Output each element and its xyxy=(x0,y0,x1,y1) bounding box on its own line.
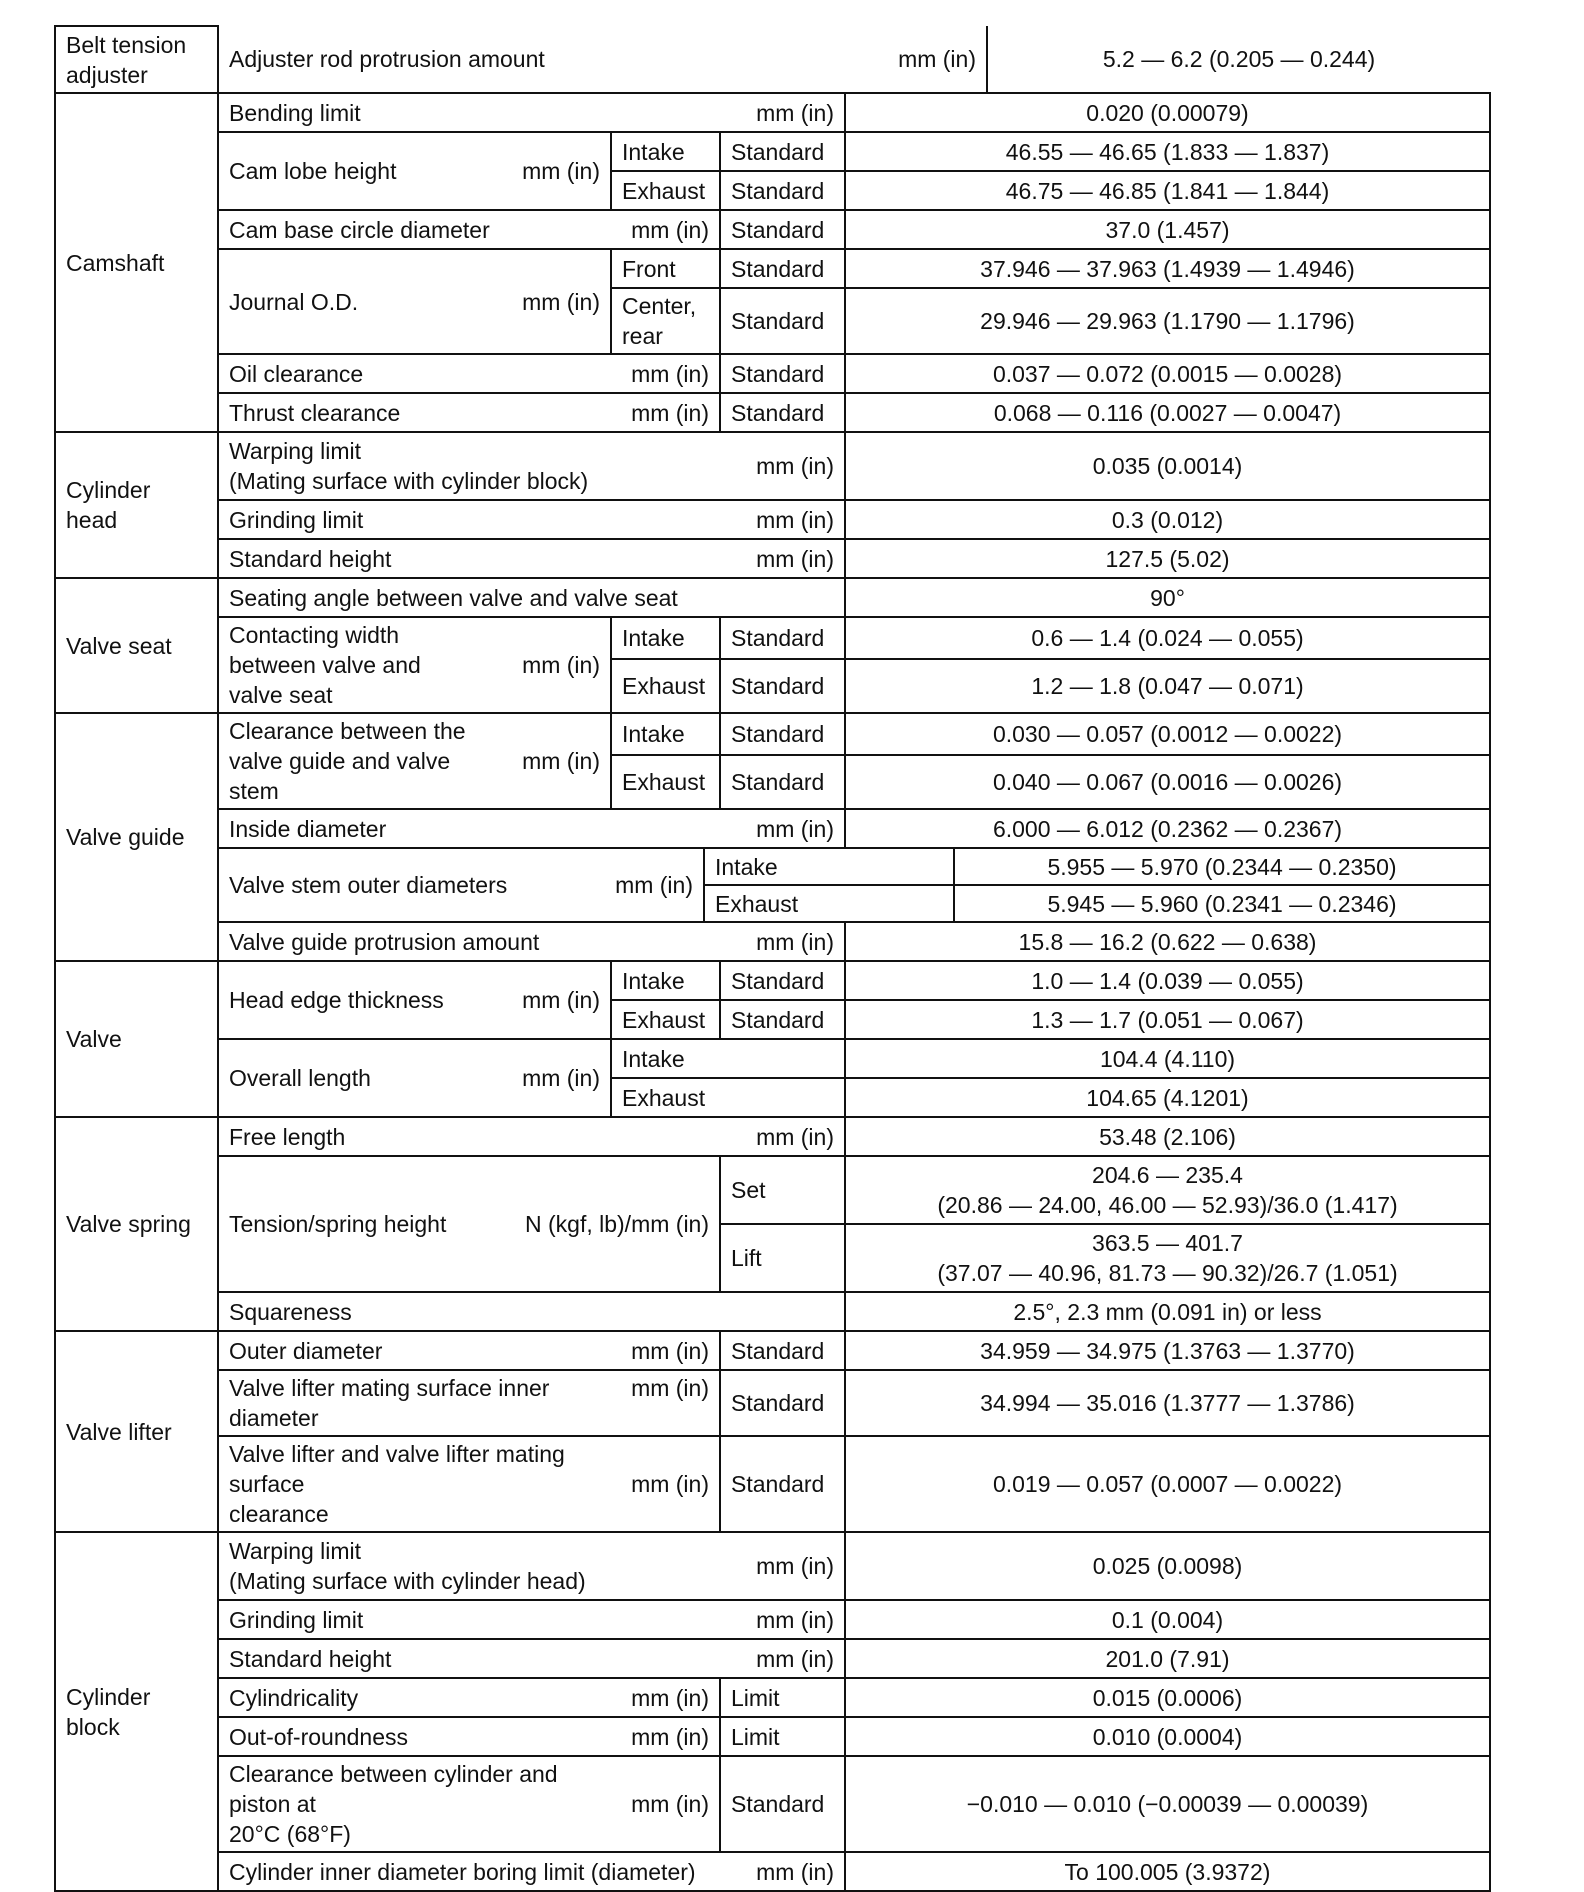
table-row: Cylinder block Warping limit (Mating surface with cylinder head) mm (in) 0.025 (0.0098) xyxy=(55,1532,1490,1600)
item-label: Warping limit (Mating surface with cylinder block) xyxy=(229,438,589,494)
item-label: Clearance between cylinder and piston at 20°C (68°F) xyxy=(229,1761,558,1847)
item-label: Grinding limit xyxy=(229,1606,364,1633)
qual-label: Standard xyxy=(720,1331,845,1370)
value-cell: 37.946 — 37.963 (1.4939 — 1.4946) xyxy=(845,249,1490,288)
section-label: Valve spring xyxy=(55,1117,218,1331)
sub-label: Intake xyxy=(611,713,720,755)
section-label: Camshaft xyxy=(55,93,218,432)
sub-label: Lift xyxy=(720,1224,845,1292)
table-row: Valve lifter and valve lifter mating surface clearance mm (in) Standard 0.019 — 0.057 (0.0007 — 0.0022) xyxy=(55,1436,1490,1532)
table-row: Valve guide Clearance between the valve guide and valve stem mm (in) Intake Standard 0.030 — 0.057 (0.0012 — 0.0022) xyxy=(55,713,1490,755)
item-label: Inside diameter xyxy=(229,815,387,842)
sub-label: Intake xyxy=(611,1039,845,1078)
item-label: Standard height xyxy=(229,545,392,572)
unit-label: mm (in) xyxy=(898,46,976,72)
item-label: Squareness xyxy=(218,1292,845,1331)
item-label: Journal O.D. xyxy=(229,288,359,315)
table-row xyxy=(55,578,1490,617)
item-label: Cam lobe height xyxy=(229,158,397,184)
qual-label: Standard xyxy=(720,659,845,713)
value-cell: 0.040 — 0.067 (0.0016 — 0.0026) xyxy=(845,755,1490,809)
value-cell: 0.019 — 0.057 (0.0007 — 0.0022) xyxy=(845,1436,1490,1532)
value-cell: 53.48 (2.106) xyxy=(845,1117,1490,1156)
item-label: Out-of-roundness xyxy=(229,1723,408,1750)
table-row: Oil clearance mm (in) Standard 0.037 — 0.072 (0.0015 — 0.0028) xyxy=(55,354,1490,393)
item-label: Head edge thickness xyxy=(229,987,444,1013)
value-cell: 34.959 — 34.975 (1.3763 — 1.3770) xyxy=(845,1331,1490,1370)
value-cell: −0.010 — 0.010 (−0.00039 — 0.00039) xyxy=(845,1756,1490,1852)
table-row: Cam base circle diameter mm (in) Standard 37.0 (1.457) xyxy=(55,210,1490,249)
value-cell: 1.2 — 1.8 (0.047 — 0.071) xyxy=(845,659,1490,713)
qual-label: Standard xyxy=(720,617,845,659)
item-label: Standard height xyxy=(229,1645,392,1672)
value-cell: 46.55 — 46.65 (1.833 — 1.837) xyxy=(845,132,1490,171)
sub-label: Intake xyxy=(611,132,720,171)
sub-label: Front xyxy=(611,249,720,288)
sub-label: Exhaust xyxy=(611,1000,720,1039)
value-cell: 104.65 (4.1201) xyxy=(845,1078,1490,1117)
value-cell: 37.0 (1.457) xyxy=(845,210,1490,249)
qual-label: Standard xyxy=(720,1370,845,1436)
item-label: Oil clearance xyxy=(229,360,364,387)
value-cell: 0.037 — 0.072 (0.0015 — 0.0028) xyxy=(845,354,1490,393)
sub-label: Set xyxy=(720,1156,845,1224)
item-label: Warping limit (Mating surface with cylinder head) xyxy=(229,1538,586,1594)
table-row: Cylinder head Warping limit (Mating surface with cylinder block) mm (in) 0.035 (0.0014) xyxy=(55,432,1490,500)
value-cell: 0.025 (0.0098) xyxy=(845,1532,1490,1600)
table-row: Inside diameter mm (in) 6.000 — 6.012 (0.2362 — 0.2367) xyxy=(55,809,1490,848)
table-row: Valve Head edge thickness mm (in) Intake Standard 1.0 — 1.4 (0.039 — 0.055) xyxy=(55,961,1490,1000)
item-label: Cylindricality xyxy=(229,1684,359,1711)
value-cell: 0.6 — 1.4 (0.024 — 0.055) xyxy=(845,617,1490,659)
value-cell: 1.3 — 1.7 (0.051 — 0.067) xyxy=(845,1000,1490,1039)
value-cell: 104.4 (4.110) xyxy=(845,1039,1490,1078)
qual-label: Standard xyxy=(720,1436,845,1532)
item-label: Free length xyxy=(229,1123,346,1150)
value-cell: 0.068 — 0.116 (0.0027 — 0.0047) xyxy=(845,393,1490,432)
value-cell: 90° xyxy=(845,578,1490,617)
value-cell: 46.75 — 46.85 (1.841 — 1.844) xyxy=(845,171,1490,210)
value-cell: 5.2 — 6.2 (0.205 — 0.244) xyxy=(1102,46,1376,72)
value-cell: 0.020 (0.00079) xyxy=(845,93,1490,132)
table-row: Cam lobe height mm (in) Intake Standard 46.55 — 46.65 (1.833 — 1.837) xyxy=(55,132,1490,171)
qual-label: Standard xyxy=(720,1756,845,1852)
sub-label: Exhaust xyxy=(611,171,720,210)
sub-label: Intake xyxy=(611,617,720,659)
value-cell: 0.3 (0.012) xyxy=(845,500,1490,539)
qual-label: Limit xyxy=(720,1678,845,1717)
item-label: Clearance between the valve guide and valve stem xyxy=(229,718,466,804)
item-label: Valve guide protrusion amount xyxy=(229,928,540,955)
qual-label: Standard xyxy=(720,961,845,1000)
item-label: Outer diameter xyxy=(229,1337,383,1364)
table-row: Clearance between cylinder and piston at 20°C (68°F) mm (in) Standard −0.010 — 0.010 (−0.00039 — 0.00039) xyxy=(55,1756,1490,1852)
qual-label: Standard xyxy=(720,713,845,755)
value-cell: 0.030 — 0.057 (0.0012 — 0.0022) xyxy=(845,713,1490,755)
value-cell: 204.6 — 235.4 (20.86 — 24.00, 46.00 — 52.93)/36.0 (1.417) xyxy=(845,1156,1490,1224)
qual-label: Standard xyxy=(720,171,845,210)
table-row: Standard height mm (in) 201.0 (7.91) xyxy=(55,1639,1490,1678)
qual-label: Standard xyxy=(720,288,845,354)
qual-label: Standard xyxy=(720,249,845,288)
sub-label: Exhaust xyxy=(611,1078,845,1117)
item-label: Bending limit xyxy=(229,99,361,126)
table-row xyxy=(55,1292,1490,1331)
table-row: Out-of-roundness mm (in) Limit 0.010 (0.0004) xyxy=(55,1717,1490,1756)
value-cell: 15.8 — 16.2 (0.622 — 0.638) xyxy=(845,922,1490,961)
value-cell: 6.000 — 6.012 (0.2362 — 0.2367) xyxy=(845,809,1490,848)
table-row: Contacting width between valve and valve seat mm (in) Intake Standard 0.6 — 1.4 (0.024 — 0.055) xyxy=(55,617,1490,659)
value-cell: 34.994 — 35.016 (1.3777 — 1.3786) xyxy=(845,1370,1490,1436)
sub-label: Intake xyxy=(704,849,954,885)
table-row: Overall length mm (in) Intake 104.4 (4.110) xyxy=(55,1039,1490,1078)
spec-table: Belt tension adjuster Adjuster rod protrusion amount mm (in) 5.2 — 6.2 (0.205 — 0.244) Camshaft Bending limit mm (in) 0.020 (0.00079) Cam lobe height mm (in) Intake Standard 46.55 — 46.65 (1.833 — 1.837) Exhaust Standard 46.75 — 46.85 (1.841 — 1.844) Cam base circle diameter mm (in) Standard 37.0 (1.457) Journal O.D. mm (in) Front Standard 37.946 — 37.963 (1.4939 — 1.4946) Center, rear Standard 29.946 — 29.963 (1.1790 — 1.1796) Oil clearance mm (in) Standard 0.037 — 0.072 (0.0015 — 0.0028) Thrust clearance mm (in) Standard 0.068 — 0.116 (0.0027 — 0.0047) Cylinder head Warping limit (Mating surface with cylinder block) mm (in) 0.035 (0.0014) Grinding limit mm (in) 0.3 (0.012) Standard height mm (in) 127.5 (5.02) Valve seat Seating angle between valve and valve seat 90° Contacting width between valve and valve seat mm (in) Intake Standard 0.6 — 1.4 (0.024 — 0.055) Exhaust Standard 1.2 — 1.8 (0.047 — 0.071) Valve guide Clearance between the valve guide and valve stem mm (in) Intake Standard 0.030 — 0.057 (0.0012 — 0.0022) Exhaust Standard 0.040 — 0.067 (0.0016 — 0.0026) Inside diameter mm (in) 6.000 — 6.012 (0.2362 — 0.2367) Valve stem outer diameters mm (in) Intake 5.955 — 5.970 (0.2344 — 0.2350) Exhaust 5.945 — 5.960 (0.2341 — 0.2346) Valve guide protrusion amount mm (in) 15.8 — 16.2 (0.622 — 0.638) Valve Head edge thickness mm (in) Intake Standard 1.0 — 1.4 (0.039 — 0.055) Exhaust Standard 1.3 — 1.7 (0.051 — 0.067) Overall length mm (in) Intake 104.4 (4.110) Exhaust 104.65 (4.1201) Valve spring Free length mm (in) 53.48 (2.106) Tension/spring height N (kgf, lb)/mm (in) Set 204.6 — 235.4 (20.86 — 24.00, 46.00 — 52.93)/36.0 (1.417) Lift 363.5 — 401.7 (37.07 — 40.96, 81.73 — 90.32)/26.7 (1.051) Squareness 2.5°, 2.3 mm (0.091 in) or less Valve lifter Outer diameter mm (in) Standard 34.959 — 34.975 (1.3763 — 1.3770) Valve lifter mating surface inner diameter mm (in) Standard 34.994 — 35.016 (1.3777 — 1.3786) Valve lifter and valve lifter mating surface clearance mm (in) Standard 0.019 — 0.057 (0.0007 — 0.0022) Cylinder block Warping limit (Mating surface with cylinder head) mm (in) 0.025 (0.0098) Grinding limit mm (in) 0.1 (0.004) Standard height mm (in) 201.0 (7.91) Cylindricality mm (in) Limit 0.015 (0.0006) Out-of-roundness mm (in) Limit 0.010 (0.0004) Clearance between cylinder and piston at 20°C (68°F) mm (in) Standard −0.010 — 0.010 (−0.00039 — 0.00039) Cylinder inner diameter boring limit (diameter) mm (in) To 100.005 (3.9372) xyxy=(54,25,1491,1892)
qual-label: Standard xyxy=(720,132,845,171)
table-row: Grinding limit mm (in) 0.1 (0.004) xyxy=(55,1600,1490,1639)
item-label: Cylinder inner diameter boring limit (diameter) xyxy=(229,1858,696,1885)
qual-label: Standard xyxy=(720,354,845,393)
item-label: Cam base circle diameter xyxy=(229,216,490,243)
sub-label: Intake xyxy=(611,961,720,1000)
qual-label: Standard xyxy=(720,755,845,809)
item-label: Adjuster rod protrusion amount xyxy=(229,46,545,72)
value-cell: 5.945 — 5.960 (0.2341 — 0.2346) xyxy=(1047,890,1397,917)
section-label: Cylinder head xyxy=(55,432,218,578)
value-cell: 0.1 (0.004) xyxy=(845,1600,1490,1639)
table-row: Journal O.D. mm (in) Front Standard 37.946 — 37.963 (1.4939 — 1.4946) xyxy=(55,249,1490,288)
qual-label: Standard xyxy=(720,1000,845,1039)
section-label: Valve guide xyxy=(55,713,218,961)
sub-label: Center, rear xyxy=(611,288,720,354)
sub-label: Exhaust xyxy=(611,755,720,809)
value-cell: 5.955 — 5.970 (0.2344 — 0.2350) xyxy=(954,849,1489,885)
section-label: Valve xyxy=(55,961,218,1117)
item-label: Valve stem outer diameters xyxy=(229,872,508,898)
item-label: Grinding limit xyxy=(229,506,364,533)
table-row: Thrust clearance mm (in) Standard 0.068 — 0.116 (0.0027 — 0.0047) xyxy=(55,393,1490,432)
qual-label: Standard xyxy=(720,210,845,249)
table-row: Tension/spring height N (kgf, lb)/mm (in) Set 204.6 — 235.4 (20.86 — 24.00, 46.00 — 52.93)/36.0 (1.417) xyxy=(55,1156,1490,1224)
table-row: Standard height mm (in) 127.5 (5.02) xyxy=(55,539,1490,578)
table-row: Valve guide protrusion amount mm (in) 15.8 — 16.2 (0.622 — 0.638) xyxy=(55,922,1490,961)
qual-label: Limit xyxy=(720,1717,845,1756)
item-label: Thrust clearance xyxy=(229,399,401,426)
table-row: Valve spring Free length mm (in) 53.48 (2.106) xyxy=(55,1117,1490,1156)
value-cell: 0.010 (0.0004) xyxy=(845,1717,1490,1756)
item-label: Valve lifter mating surface inner diameter xyxy=(229,1375,550,1431)
item-label: Overall length xyxy=(229,1065,371,1091)
section-label: Valve seat xyxy=(55,578,218,713)
item-label: Seating angle between valve and valve seat xyxy=(218,578,845,617)
value-cell: 127.5 (5.02) xyxy=(845,539,1490,578)
item-label: Tension/spring height xyxy=(229,1211,447,1237)
section-label: Belt tension adjuster xyxy=(55,26,218,93)
value-cell: 363.5 — 401.7 (37.07 — 40.96, 81.73 — 90.32)/26.7 (1.051) xyxy=(845,1224,1490,1292)
value-cell: 1.0 — 1.4 (0.039 — 0.055) xyxy=(845,961,1490,1000)
qual-label: Standard xyxy=(720,393,845,432)
value-cell: 2.5°, 2.3 mm (0.091 in) or less xyxy=(845,1292,1490,1331)
item-label: Valve lifter and valve lifter mating surface clearance xyxy=(229,1441,565,1527)
value-cell: 201.0 (7.91) xyxy=(845,1639,1490,1678)
table-row: Valve lifter mating surface inner diameter mm (in) Standard 34.994 — 35.016 (1.3777 — 1.3786) xyxy=(55,1370,1490,1436)
value-cell: To 100.005 (3.9372) xyxy=(845,1852,1490,1891)
table-row: Grinding limit mm (in) 0.3 (0.012) xyxy=(55,500,1490,539)
value-cell: 0.035 (0.0014) xyxy=(845,432,1490,500)
table-row: Valve lifter Outer diameter mm (in) Standard 34.959 — 34.975 (1.3763 — 1.3770) xyxy=(55,1331,1490,1370)
table-row: Cylindricality mm (in) Limit 0.015 (0.0006) xyxy=(55,1678,1490,1717)
value-cell: 29.946 — 29.963 (1.1790 — 1.1796) xyxy=(845,288,1490,354)
section-label: Valve lifter xyxy=(55,1331,218,1532)
item-label: Contacting width between valve and valve seat xyxy=(229,622,421,708)
section-label: Cylinder block xyxy=(55,1532,218,1891)
table-row: Cylinder inner diameter boring limit (diameter) mm (in) To 100.005 (3.9372) xyxy=(55,1852,1490,1891)
table-row: Camshaft Bending limit mm (in) 0.020 (0.00079) xyxy=(55,93,1490,132)
value-cell: 0.015 (0.0006) xyxy=(845,1678,1490,1717)
sub-label: Exhaust xyxy=(611,659,720,713)
table-row xyxy=(55,26,1490,93)
sub-label: Exhaust xyxy=(704,885,954,921)
